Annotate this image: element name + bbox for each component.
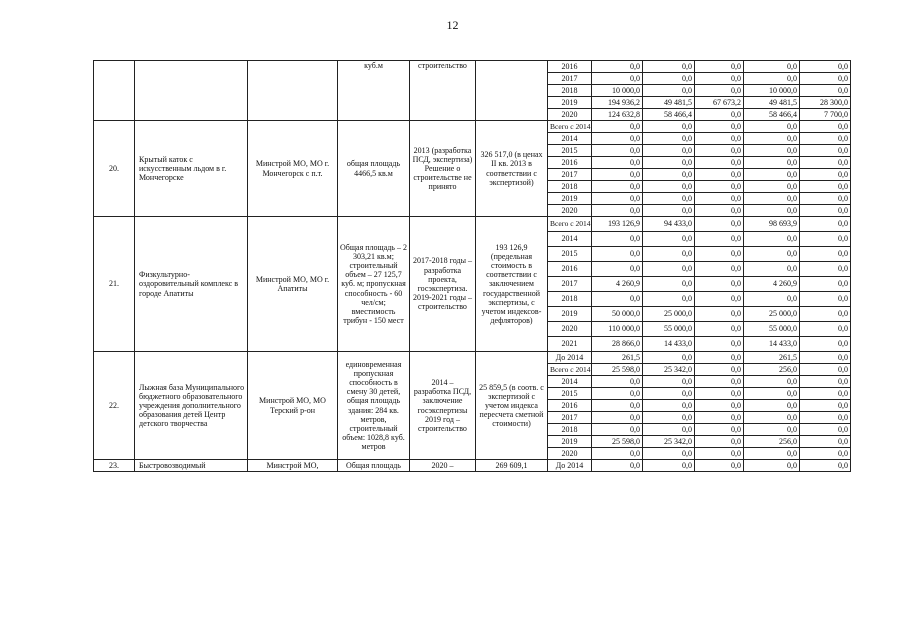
amount-cell: 0,0 [695,262,744,277]
amount-cell: 0,0 [643,277,695,292]
year-row [94,121,851,133]
amount-cell: 0,0 [695,73,744,85]
amount-cell: 0,0 [592,460,643,472]
year-cell: Всего с 2014 [548,217,592,232]
amount-cell: 49 481,5 [744,97,800,109]
amount-cell: 98 693,9 [744,217,800,232]
object-name: Быстровозводимый [135,460,248,472]
amount-cell: 0,0 [643,232,695,247]
amount-cell: 0,0 [800,448,851,460]
year-cell: 2014 [548,232,592,247]
year-cell: 2016 [548,262,592,277]
amount-cell: 0,0 [744,169,800,181]
amount-cell: 14 433,0 [643,337,695,352]
amount-cell: 0,0 [592,121,643,133]
amount-cell: 0,0 [800,121,851,133]
year-row [94,61,851,73]
year-cell: 2016 [548,400,592,412]
amount-cell: 0,0 [592,181,643,193]
amount-cell: 0,0 [695,364,744,376]
amount-cell: 0,0 [744,232,800,247]
year-row [94,217,851,232]
amount-cell: 0,0 [643,169,695,181]
amount-cell: 0,0 [695,322,744,337]
year-cell: 2019 [548,436,592,448]
amount-cell: 0,0 [643,376,695,388]
amount-cell: 0,0 [695,232,744,247]
amount-cell: 0,0 [592,205,643,217]
year-cell: 2020 [548,448,592,460]
amount-cell: 0,0 [800,262,851,277]
amount-cell: 0,0 [800,217,851,232]
amount-cell: 25 598,0 [592,436,643,448]
investment-objects-table [93,60,851,472]
amount-cell: 256,0 [744,364,800,376]
amount-cell: 0,0 [744,448,800,460]
amount-cell: 0,0 [744,388,800,400]
amount-cell: 0,0 [800,133,851,145]
amount-cell: 0,0 [592,232,643,247]
amount-cell: 0,0 [592,376,643,388]
amount-cell: 0,0 [800,205,851,217]
amount-cell: 0,0 [695,145,744,157]
amount-cell: 0,0 [592,73,643,85]
amount-cell: 0,0 [643,292,695,307]
amount-cell: 0,0 [695,121,744,133]
customer-cell: Минстрой МО, МО Терский р-он [248,352,338,460]
amount-cell: 0,0 [643,460,695,472]
amount-cell: 0,0 [800,424,851,436]
amount-cell: 49 481,5 [643,97,695,109]
amount-cell: 0,0 [800,400,851,412]
amount-cell: 67 673,2 [695,97,744,109]
amount-cell: 0,0 [643,145,695,157]
year-cell: 2018 [548,181,592,193]
amount-cell: 0,0 [592,388,643,400]
amount-cell: 0,0 [695,205,744,217]
object-name: Физкультурно-оздоровительный комплекс в городе Апатиты [135,217,248,352]
amount-cell: 124 632,8 [592,109,643,121]
amount-cell: 28 300,0 [800,97,851,109]
object-name [135,61,248,121]
amount-cell: 0,0 [744,61,800,73]
amount-cell: 0,0 [695,412,744,424]
year-cell: 2019 [548,193,592,205]
amount-cell: 94 433,0 [643,217,695,232]
amount-cell: 0,0 [592,247,643,262]
amount-cell: 10 000,0 [744,85,800,97]
amount-cell: 0,0 [592,412,643,424]
amount-cell: 55 000,0 [643,322,695,337]
amount-cell: 0,0 [800,460,851,472]
year-cell: 2017 [548,169,592,181]
page-number: 12 [446,18,459,32]
amount-cell: 0,0 [744,460,800,472]
amount-cell: 0,0 [744,376,800,388]
amount-cell: 0,0 [744,157,800,169]
amount-cell: 0,0 [643,262,695,277]
amount-cell: 0,0 [592,61,643,73]
amount-cell: 0,0 [744,247,800,262]
amount-cell: 0,0 [744,424,800,436]
amount-cell: 0,0 [744,133,800,145]
amount-cell: 0,0 [695,61,744,73]
amount-cell: 25 342,0 [643,364,695,376]
amount-cell: 0,0 [695,436,744,448]
amount-cell: 0,0 [695,388,744,400]
amount-cell: 0,0 [695,292,744,307]
amount-cell: 0,0 [800,169,851,181]
amount-cell: 0,0 [695,337,744,352]
year-cell: 2019 [548,307,592,322]
amount-cell: 0,0 [643,400,695,412]
year-cell: Всего с 2014 [548,121,592,133]
amount-cell: 0,0 [695,277,744,292]
amount-cell: 4 260,9 [744,277,800,292]
cost-cell: 25 859,5 (в соотв. с экспертизой с учетом индекса пересчета сметной стоимости) [476,352,548,460]
amount-cell: 0,0 [800,157,851,169]
period-cell: 2020 – [410,460,476,472]
capacity-cell: Общая площадь – 2 303,21 кв.м; строительный объем – 27 125,7 куб. м; пропускная способность - 60 чел/см; вместимость трибун - 150 мест [338,217,410,352]
amount-cell: 50 000,0 [592,307,643,322]
amount-cell: 0,0 [800,337,851,352]
amount-cell: 0,0 [643,193,695,205]
customer-cell: Минстрой МО, МО г. Апатиты [248,217,338,352]
amount-cell: 14 433,0 [744,337,800,352]
amount-cell: 0,0 [800,61,851,73]
period-cell: 2017-2018 годы – разработка проекта, госэкспертиза. 2019-2021 годы – строительство [410,217,476,352]
amount-cell: 0,0 [695,157,744,169]
amount-cell: 10 000,0 [592,85,643,97]
year-cell: 2020 [548,109,592,121]
amount-cell: 110 000,0 [592,322,643,337]
capacity-cell: куб.м [338,61,410,121]
amount-cell: 193 126,9 [592,217,643,232]
amount-cell: 0,0 [800,436,851,448]
row-number [94,61,135,121]
amount-cell: 0,0 [695,109,744,121]
year-row [94,460,851,472]
amount-cell: 0,0 [744,181,800,193]
amount-cell: 0,0 [800,181,851,193]
amount-cell: 0,0 [643,61,695,73]
amount-cell: 194 936,2 [592,97,643,109]
row-number: 23. [94,460,135,472]
capacity-cell: общая площадь 4466,5 кв.м [338,121,410,217]
amount-cell: 0,0 [643,121,695,133]
amount-cell: 261,5 [592,352,643,364]
year-cell: До 2014 [548,460,592,472]
amount-cell: 0,0 [695,376,744,388]
amount-cell: 0,0 [695,169,744,181]
year-cell: 2019 [548,97,592,109]
amount-cell: 0,0 [744,145,800,157]
amount-cell: 256,0 [744,436,800,448]
year-cell: До 2014 [548,352,592,364]
amount-cell: 4 260,9 [592,277,643,292]
amount-cell: 261,5 [744,352,800,364]
year-cell: 2018 [548,424,592,436]
amount-cell: 0,0 [800,73,851,85]
year-cell: 2017 [548,412,592,424]
amount-cell: 0,0 [695,217,744,232]
amount-cell: 0,0 [592,157,643,169]
amount-cell: 0,0 [744,121,800,133]
amount-cell: 58 466,4 [643,109,695,121]
period-cell: строительство [410,61,476,121]
amount-cell: 25 598,0 [592,364,643,376]
amount-cell: 0,0 [800,292,851,307]
amount-cell: 0,0 [695,307,744,322]
customer-cell [248,61,338,121]
amount-cell: 0,0 [744,262,800,277]
amount-cell: 0,0 [592,448,643,460]
year-cell: 2015 [548,145,592,157]
period-cell: 2014 – разработка ПСД, заключение госэкспертизы 2019 год – строительство [410,352,476,460]
amount-cell: 0,0 [643,133,695,145]
amount-cell: 0,0 [643,85,695,97]
customer-cell: Минстрой МО, МО г. Мончегорск с п.т. [248,121,338,217]
amount-cell: 0,0 [800,232,851,247]
year-cell: 2015 [548,247,592,262]
year-cell: 2016 [548,157,592,169]
capacity-cell: единовременная пропускная способность в смену 30 детей, общая площадь здания: 284 кв. метров, строительный объем: 1028,8 куб. метров [338,352,410,460]
amount-cell: 0,0 [800,277,851,292]
amount-cell: 0,0 [643,247,695,262]
amount-cell: 0,0 [744,400,800,412]
amount-cell: 0,0 [592,133,643,145]
row-number: 22. [94,352,135,460]
amount-cell: 0,0 [695,352,744,364]
amount-cell: 0,0 [643,181,695,193]
year-cell: 2017 [548,277,592,292]
object-name: Лыжная база Муниципального бюджетного образовательного учреждения дополнительного образования детей Центр детского творчества [135,352,248,460]
amount-cell: 0,0 [744,193,800,205]
amount-cell: 25 342,0 [643,436,695,448]
amount-cell: 0,0 [695,85,744,97]
period-cell: 2013 (разработка ПСД, экспертиза) Решение о строительстве не принято [410,121,476,217]
year-cell: 2020 [548,205,592,217]
amount-cell: 0,0 [800,412,851,424]
year-cell: Всего с 2014 [548,364,592,376]
amount-cell: 0,0 [695,400,744,412]
amount-cell: 0,0 [643,388,695,400]
amount-cell: 0,0 [800,322,851,337]
amount-cell: 0,0 [800,376,851,388]
year-cell: 2018 [548,292,592,307]
amount-cell: 0,0 [800,193,851,205]
amount-cell: 0,0 [744,412,800,424]
amount-cell: 0,0 [643,412,695,424]
amount-cell: 0,0 [800,388,851,400]
amount-cell: 0,0 [800,145,851,157]
amount-cell: 0,0 [800,307,851,322]
row-number: 21. [94,217,135,352]
amount-cell: 7 700,0 [800,109,851,121]
year-cell: 2018 [548,85,592,97]
amount-cell: 0,0 [592,193,643,205]
amount-cell: 25 000,0 [744,307,800,322]
year-cell: 2017 [548,73,592,85]
row-number: 20. [94,121,135,217]
amount-cell: 0,0 [695,460,744,472]
year-row [94,352,851,364]
amount-cell: 0,0 [695,133,744,145]
amount-cell: 0,0 [744,205,800,217]
year-cell: 2016 [548,61,592,73]
object-name: Крытый каток с искусственным льдом в г. Мончегорске [135,121,248,217]
amount-cell: 25 000,0 [643,307,695,322]
amount-cell: 0,0 [800,85,851,97]
year-cell: 2020 [548,322,592,337]
amount-cell: 0,0 [643,424,695,436]
year-cell: 2021 [548,337,592,352]
year-cell: 2014 [548,133,592,145]
amount-cell: 0,0 [695,247,744,262]
amount-cell: 0,0 [800,247,851,262]
amount-cell: 0,0 [643,448,695,460]
amount-cell: 0,0 [695,193,744,205]
amount-cell: 0,0 [592,145,643,157]
amount-cell: 0,0 [695,181,744,193]
amount-cell: 58 466,4 [744,109,800,121]
cost-cell: 193 126,9 (предельная стоимость в соответствии с заключением государственной экспертизы, с учетом индексов-дефляторов) [476,217,548,352]
amount-cell: 0,0 [592,400,643,412]
cost-cell: 269 609,1 [476,460,548,472]
amount-cell: 0,0 [592,262,643,277]
year-cell: 2014 [548,376,592,388]
amount-cell: 0,0 [592,292,643,307]
amount-cell: 0,0 [643,352,695,364]
amount-cell: 0,0 [800,364,851,376]
capacity-cell: Общая площадь [338,460,410,472]
amount-cell: 0,0 [643,157,695,169]
amount-cell: 0,0 [592,424,643,436]
amount-cell: 0,0 [695,448,744,460]
amount-cell: 0,0 [800,352,851,364]
amount-cell: 0,0 [643,205,695,217]
amount-cell: 0,0 [695,424,744,436]
amount-cell: 28 866,0 [592,337,643,352]
amount-cell: 0,0 [643,73,695,85]
cost-cell [476,61,548,121]
amount-cell: 0,0 [744,73,800,85]
customer-cell: Минстрой МО, [248,460,338,472]
amount-cell: 0,0 [744,292,800,307]
amount-cell: 0,0 [592,169,643,181]
amount-cell: 55 000,0 [744,322,800,337]
year-cell: 2015 [548,388,592,400]
cost-cell: 326 517,0 (в ценах II кв. 2013 в соответствии с экспертизой) [476,121,548,217]
